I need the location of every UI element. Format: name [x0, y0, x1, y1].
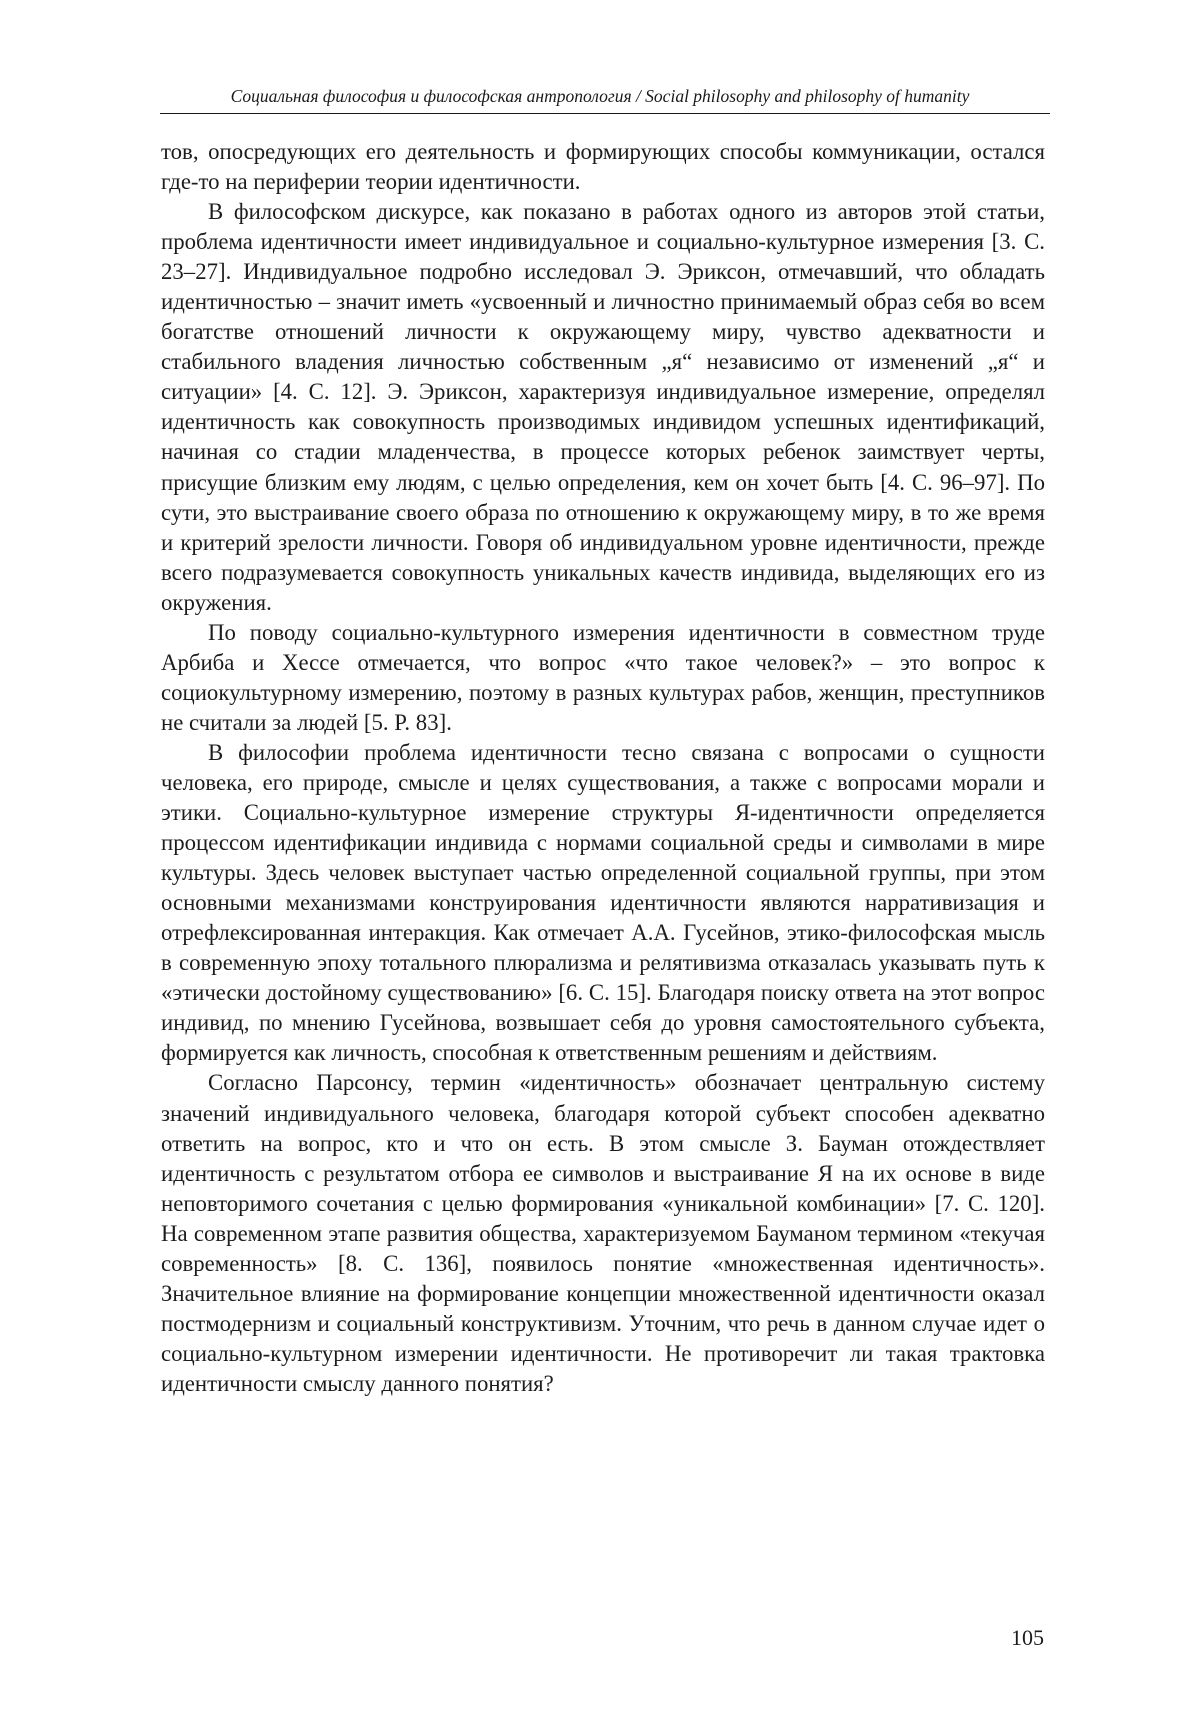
header-rule — [160, 113, 1050, 114]
paragraph: В философии проблема идентичности тесно связана с вопросами о сущности человека, его природе, смысле и целях существования, а также с вопросами морали и этики. Социально-культурное измерение структуры Я-идентичности определяется процессом идентификации индивида с нормами социальной среды и символами в мире культуры. Здесь человек выступает частью определенной социальной группы, при этом основными механизмами конструирования идентичности являются нарративизация и отрефлексированная интеракция. Как отмечает А.А. Гусейнов, этико-философская мысль в современную эпоху тотального плюрализма и релятивизма отказалась указывать путь к «этически достойному существованию» [6. С. 15]. Благодаря поиску ответа на этот вопрос индивид, по мнению Гусейнова, возвышает себя до уровня самостоятельного субъекта, формируется как личность, способная к ответственным решениям и действиям. — [161, 739, 1045, 1066]
article-body — [161, 137, 1045, 1399]
paragraph: В философском дискурсе, как показано в работах одного из авторов этой статьи, проблема идентичности имеет индивидуальное и социально-культурное измерения [3. С. 23–27]. Индивидуальное подробно исследовал Э. Эриксон, отмечавший, что обладать идентичностью – значит иметь «усвоенный и личностно принимаемый образ себя во всем богатстве отношений личности к окружающему миру, чувство адекватности и стабильного владения личностью собственным „я“ независимо от изменений „я“ и ситуации» [4. С. 12]. Э. Эриксон, характеризуя индивидуальное измерение, определял идентичность как совокупность производимых индивидом успешных идентификаций, начиная со стадии младенчества, в процессе которых ребенок заимствует черты, присущие близким ему людям, с целью определения, кем он хочет быть [4. С. 96–97]. По сути, это выстраивание своего образа по отношению к окружающему миру, в то же время и критерий зрелости личности. Говоря об индивидуальном уровне идентичности, прежде всего подразумевается совокупность уникальных качеств индивида, выделяющих его из окружения. — [161, 199, 1045, 615]
paragraph: По поводу социально-культурного измерения идентичности в совместном труде Арбиба и Хессе отмечается, что вопрос «что такое человек?» – это вопрос к социокультурному измерению, поэтому в разных культурах рабов, женщин, преступников не считали за людей [5. P. 83]. — [161, 619, 1045, 735]
paragraph-continued: тов, опосредующих его деятельность и формирующих способы коммуникации, остался где-то на периферии теории идентичности. — [161, 139, 1045, 195]
page-number: 105 — [1011, 1625, 1044, 1650]
paragraph: Согласно Парсонсу, термин «идентичность» обозначает центральную систему значений индивидуального человека, благодаря которой субъект способен адекватно ответить на вопрос, кто и что он есть. В этом смысле З. Бауман отождествляет идентичность с результатом отбора ее символов и выстраивание Я на их основе в виде неповторимого сочетания с целью формирования «уникальной комбинации» [7. С. 120]. На современном этапе развития общества, характеризуемом Бауманом термином «текучая современность» [8. С. 136], появилось понятие «множественная идентичность». Значительное влияние на формирование концепции множественной идентичности оказал постмодернизм и социальный конструктивизм. Уточним, что речь в данном случае идет о социально-культурном измерении идентичности. Не противоречит ли такая трактовка идентичности смыслу данного понятия? — [161, 1070, 1045, 1396]
running-header: Социальная философия и философская антропология / Social philosophy and philosophy of humanity — [230, 86, 970, 106]
